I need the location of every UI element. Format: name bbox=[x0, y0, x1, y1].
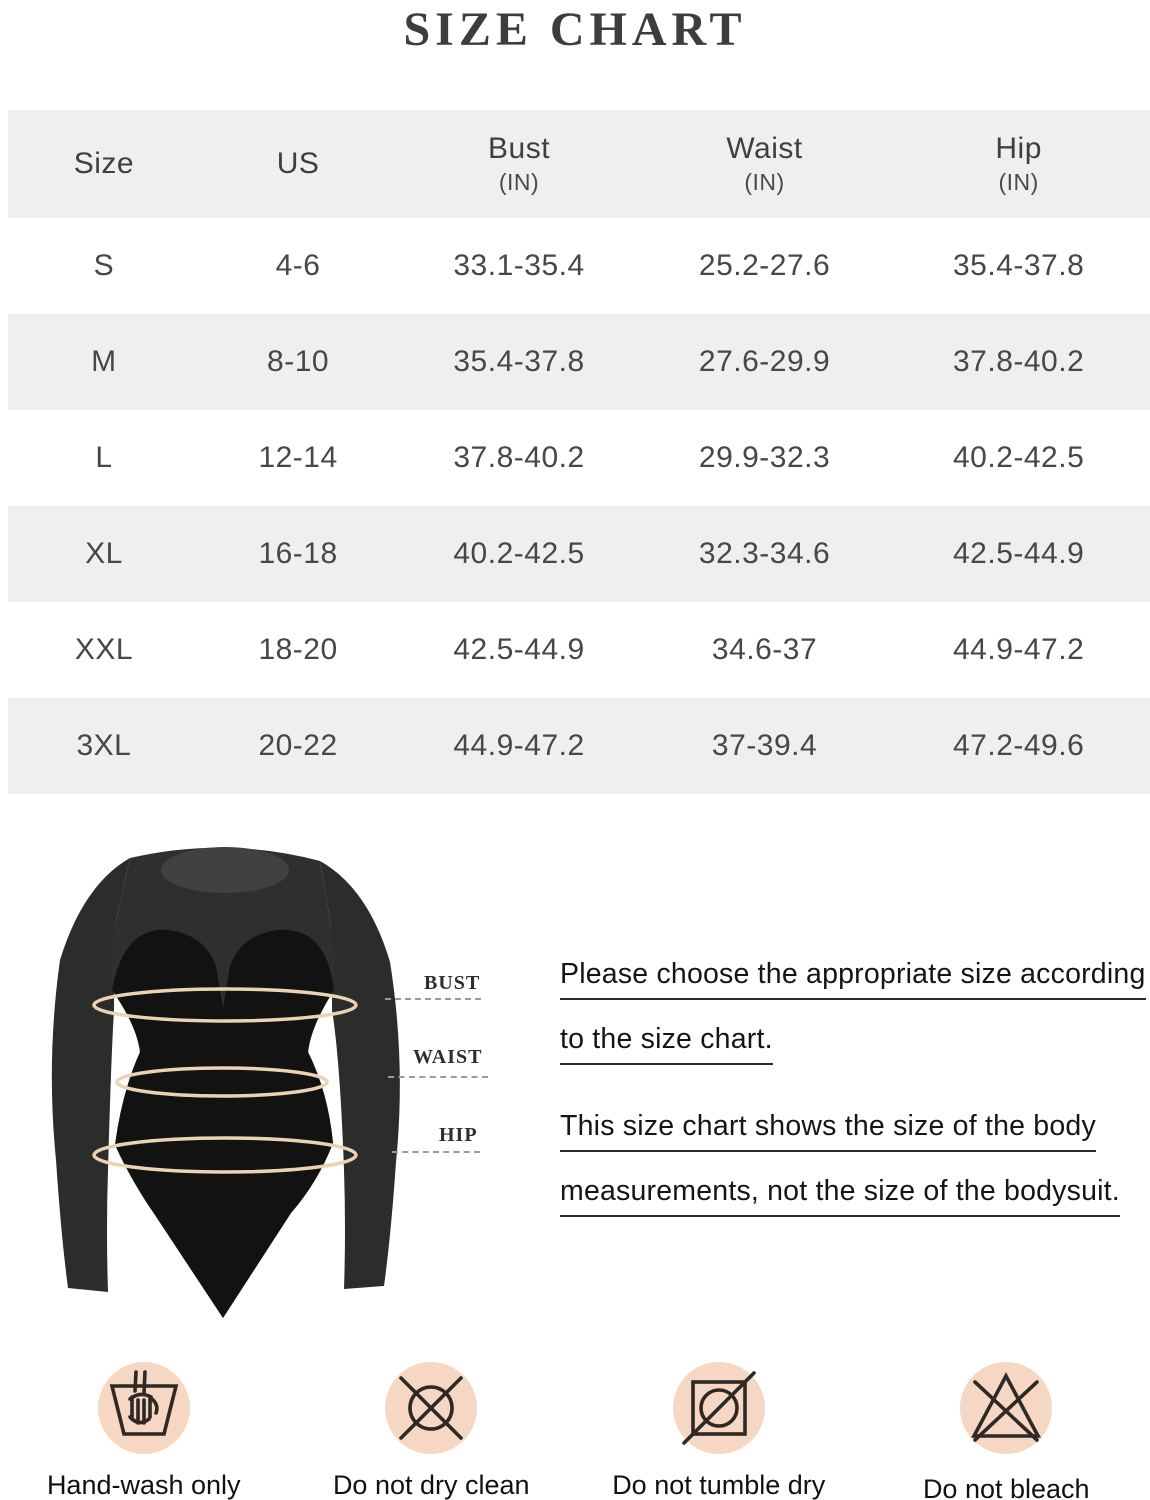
table-cell: 42.5-44.9 bbox=[453, 633, 585, 666]
no-tumble-dry-icon bbox=[674, 1363, 764, 1453]
hip-label: HIP bbox=[439, 1124, 478, 1146]
table-cell: 25.2-27.6 bbox=[698, 249, 831, 282]
table-row bbox=[8, 602, 1150, 698]
table-cell: 34.6-37 bbox=[711, 633, 818, 666]
table-cell: 12-14 bbox=[258, 441, 338, 474]
table-cell: 20-22 bbox=[258, 729, 338, 762]
care-item-hand-wash bbox=[0, 1362, 288, 1500]
table-cell: 27.6-29.9 bbox=[698, 345, 831, 378]
table-cell: L bbox=[95, 441, 113, 474]
no-bleach-icon bbox=[961, 1363, 1051, 1453]
column-header-bust: Bust (IN) bbox=[488, 132, 551, 195]
table-cell: 32.3-34.6 bbox=[698, 537, 831, 570]
table-row bbox=[8, 218, 1150, 314]
table-cell: 33.1-35.4 bbox=[453, 249, 585, 282]
table-cell: 37.8-40.2 bbox=[453, 441, 585, 474]
table-row bbox=[8, 698, 1150, 794]
care-item-no-dry-clean bbox=[288, 1362, 576, 1500]
table-cell: 47.2-49.6 bbox=[952, 729, 1085, 762]
table-cell: S bbox=[93, 249, 115, 282]
table-row bbox=[8, 506, 1150, 602]
table-cell: 37.8-40.2 bbox=[952, 345, 1085, 378]
care-item-no-tumble-dry bbox=[575, 1362, 863, 1500]
column-header-waist: Waist (IN) bbox=[726, 132, 803, 195]
note-line: This size chart shows the size of the body bbox=[560, 1110, 1096, 1152]
hip-leader-line bbox=[392, 1151, 480, 1153]
care-label: Hand-wash only bbox=[46, 1470, 241, 1500]
note-line: measurements, not the size of the bodysuit. bbox=[560, 1175, 1120, 1217]
table-cell: 40.2-42.5 bbox=[952, 441, 1085, 474]
table-cell: 37-39.4 bbox=[711, 729, 818, 762]
care-item-no-bleach bbox=[863, 1362, 1150, 1500]
column-header-hip: Hip (IN) bbox=[995, 132, 1042, 195]
page-title: SIZE CHART bbox=[403, 3, 747, 56]
table-cell: 16-18 bbox=[258, 537, 338, 570]
table-cell: 3XL bbox=[76, 729, 132, 762]
table-header-row bbox=[8, 110, 1150, 218]
bust-label: BUST bbox=[424, 972, 481, 994]
table-row bbox=[8, 314, 1150, 410]
care-label: Do not tumble dry bbox=[612, 1470, 826, 1500]
table-cell: 44.9-47.2 bbox=[952, 633, 1085, 666]
table-cell: 4-6 bbox=[275, 249, 321, 282]
table-cell: XL bbox=[85, 537, 123, 570]
size-chart-table bbox=[8, 110, 1150, 794]
table-cell: 18-20 bbox=[258, 633, 338, 666]
hand-wash-icon bbox=[99, 1363, 189, 1453]
table-cell: 29.9-32.3 bbox=[698, 441, 831, 474]
table-cell: 35.4-37.8 bbox=[952, 249, 1085, 282]
note-choose-size bbox=[560, 958, 1148, 1088]
care-label: Do not dry clean bbox=[332, 1470, 530, 1500]
care-instructions-row bbox=[0, 1362, 1150, 1500]
care-circle bbox=[98, 1362, 190, 1454]
waist-label: WAIST bbox=[413, 1046, 483, 1068]
note-line: to the size chart. bbox=[560, 1023, 773, 1065]
column-header-size: Size bbox=[73, 147, 135, 180]
table-row bbox=[8, 410, 1150, 506]
waist-leader-line bbox=[388, 1076, 488, 1078]
table-cell: 42.5-44.9 bbox=[952, 537, 1085, 570]
table-cell: 40.2-42.5 bbox=[453, 537, 585, 570]
column-header-us: US bbox=[276, 147, 320, 180]
bodysuit-illustration bbox=[28, 830, 498, 1345]
care-circle bbox=[673, 1362, 765, 1454]
table-cell: 35.4-37.8 bbox=[453, 345, 585, 378]
table-cell: M bbox=[91, 345, 117, 378]
care-circle bbox=[960, 1362, 1052, 1454]
note-line: Please choose the appropriate size according bbox=[560, 958, 1146, 1000]
table-cell: XXL bbox=[74, 633, 134, 666]
table-cell: 8-10 bbox=[267, 345, 330, 378]
table-cell: 44.9-47.2 bbox=[453, 729, 585, 762]
note-body-measurements bbox=[560, 1110, 1148, 1240]
bust-leader-line bbox=[385, 998, 481, 1000]
care-label: Do not bleach bbox=[922, 1474, 1090, 1500]
no-dry-clean-icon bbox=[386, 1363, 476, 1453]
care-circle bbox=[385, 1362, 477, 1454]
